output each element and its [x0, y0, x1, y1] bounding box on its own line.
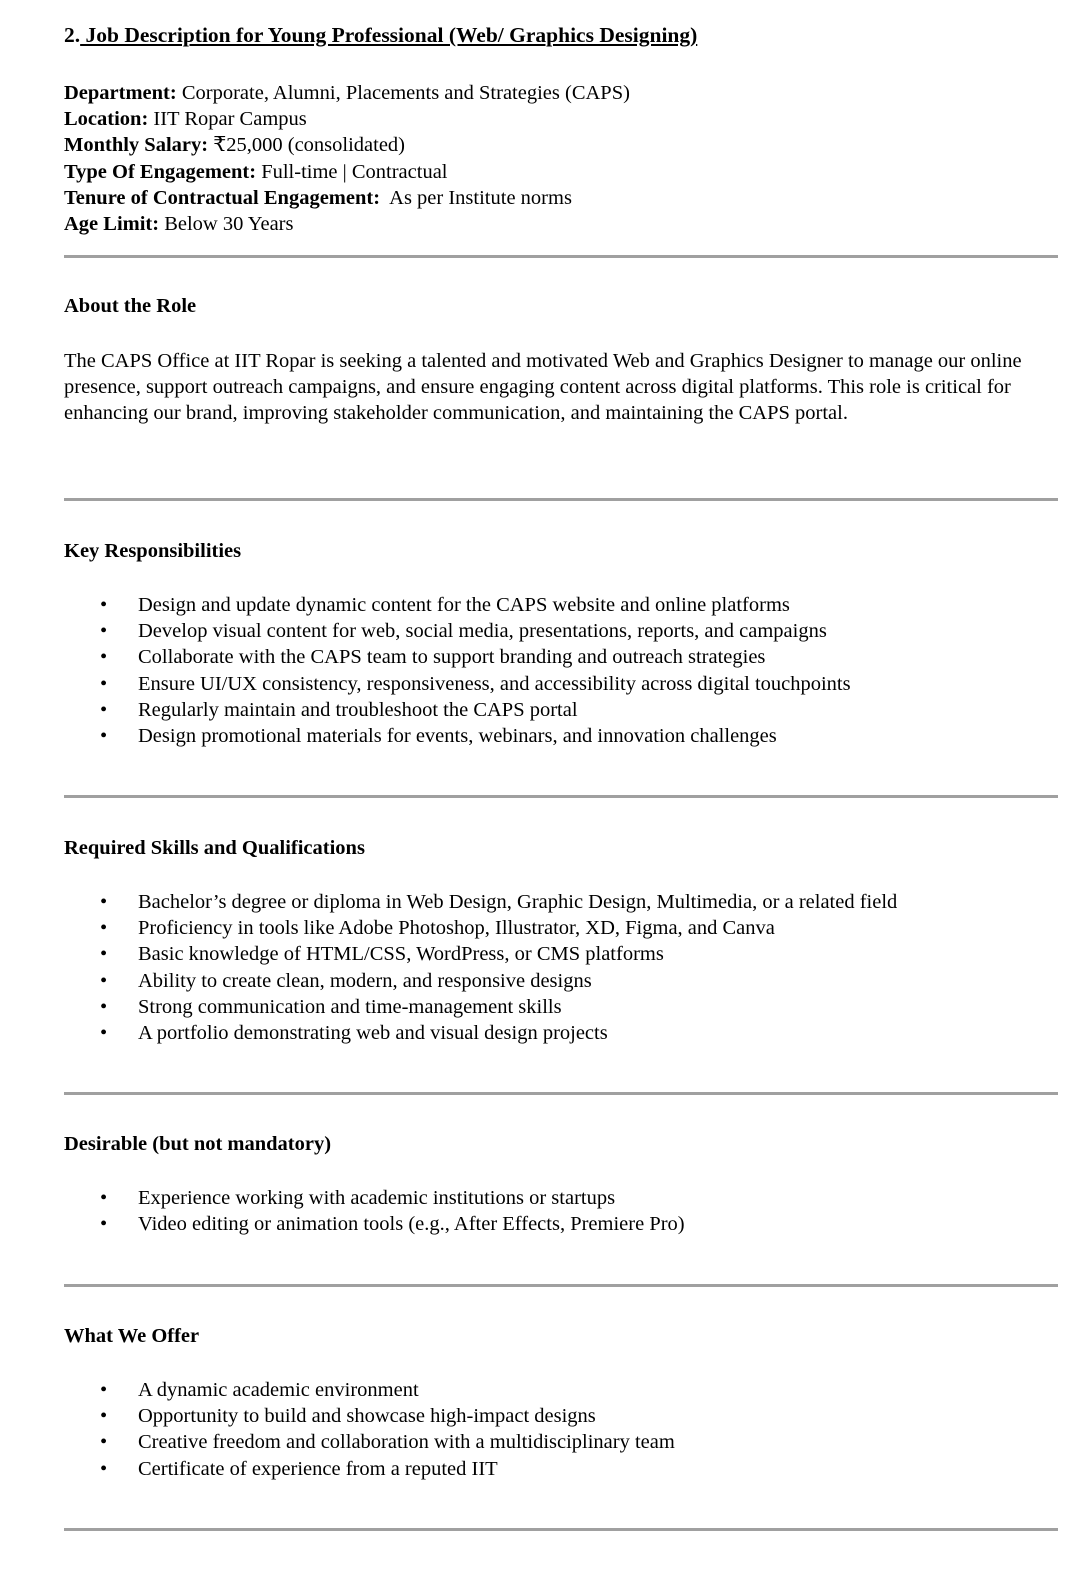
bullet-icon: • [100, 594, 108, 616]
responsibilities-list [64, 592, 851, 749]
bullet-icon: • [100, 672, 108, 695]
about-paragraph: The CAPS Office at IIT Ropar is seeking a talented and motivated Web and Graphics Designer to manage our online presence, support outreach campaigns, and ensure engaging content across digital platforms. This role is critical for enhancing our brand, improving stakeholder communication, and maintaining the CAPS portal. [64, 350, 1022, 425]
meta-value: As per Institute norms [380, 186, 572, 209]
meta-label: Age Limit: [64, 213, 160, 236]
meta-label: Tenure of Contractual Engagement: [64, 186, 381, 209]
meta-value: IIT Ropar Campus [148, 108, 307, 131]
bullet-icon: • [100, 1187, 108, 1209]
meta-value: ₹25,000 (consolidated) [208, 134, 406, 157]
divider [64, 1092, 1058, 1095]
meta-location [64, 106, 630, 132]
list-item: • Develop visual content for web, social media, presentations, reports, and campaigns [64, 618, 851, 644]
meta-value: Full-time | Contractual [256, 160, 448, 183]
list-item: • Strong communication and time-management skills [64, 994, 897, 1020]
list-item: • Design promotional materials for events, webinars, and innovation challenges [64, 723, 851, 749]
list-item: • Collaborate with the CAPS team to support branding and outreach strategies [64, 644, 851, 670]
bullet-icon: • [100, 969, 108, 992]
bullet-icon: • [100, 620, 108, 643]
divider [64, 498, 1058, 501]
bullet-icon: • [100, 1405, 108, 1428]
meta-engagement-type [64, 159, 630, 185]
section-heading-skills: Required Skills and Qualifications [64, 837, 365, 859]
bullet-icon: • [100, 891, 108, 913]
section-heading-desirable: Desirable (but not mandatory) [64, 1133, 332, 1155]
title-number: 2. [64, 23, 81, 47]
meta-value: Corporate, Alumni, Placements and Strategies (CAPS) [176, 82, 630, 104]
divider [64, 255, 1058, 258]
bullet-icon: • [100, 1431, 108, 1454]
bullet-icon: • [100, 943, 108, 966]
bullet-icon: • [100, 1457, 108, 1480]
list-item: • Regularly maintain and troubleshoot the CAPS portal [64, 697, 851, 723]
list-item: • Video editing or animation tools (e.g., After Effects, Premiere Pro) [64, 1211, 685, 1237]
offer-list [64, 1377, 675, 1482]
job-meta [64, 80, 630, 237]
bullet-icon: • [100, 917, 108, 940]
title-text: Job Description for Young Professional (Web/ Graphics Designing) [80, 23, 698, 47]
list-item: • Ensure UI/UX consistency, responsiveness, and accessibility across digital touchpoints [64, 671, 851, 697]
divider [64, 1284, 1058, 1287]
list-item: • Ability to create clean, modern, and responsive designs [64, 968, 897, 994]
meta-age-limit [64, 211, 630, 237]
bullet-icon: • [100, 1213, 108, 1236]
divider [64, 795, 1058, 798]
bullet-icon: • [100, 725, 108, 748]
list-item: • A portfolio demonstrating web and visual design projects [64, 1020, 897, 1046]
list-item: • Creative freedom and collaboration with a multidisciplinary team [64, 1429, 675, 1455]
list-item: • Certificate of experience from a reputed IIT [64, 1456, 675, 1482]
desirable-list [64, 1185, 685, 1237]
divider [64, 1528, 1058, 1531]
bullet-icon: • [100, 646, 108, 669]
page-title [64, 22, 697, 48]
meta-salary [64, 132, 630, 158]
bullet-icon: • [100, 698, 108, 721]
meta-tenure [64, 185, 630, 211]
meta-label: Monthly Salary: [64, 134, 209, 157]
meta-department [64, 80, 630, 106]
list-item: • A dynamic academic environment [64, 1377, 675, 1403]
list-item: • Opportunity to build and showcase high-impact designs [64, 1403, 675, 1429]
list-item: • Proficiency in tools like Adobe Photoshop, Illustrator, XD, Figma, and Canva [64, 915, 897, 941]
meta-label: Department: [64, 82, 177, 104]
section-heading-about: About the Role [64, 295, 197, 317]
section-heading-offer: What We Offer [64, 1325, 200, 1347]
skills-list [64, 889, 897, 1046]
list-item: • Bachelor’s degree or diploma in Web Design, Graphic Design, Multimedia, or a related field [64, 889, 897, 915]
bullet-icon: • [100, 995, 108, 1018]
bullet-icon: • [100, 1379, 108, 1401]
meta-value: Below 30 Years [159, 213, 294, 236]
list-item: • Experience working with academic institutions or startups [64, 1185, 685, 1211]
meta-label: Location: [64, 108, 149, 131]
list-item: • Design and update dynamic content for the CAPS website and online platforms [64, 592, 851, 618]
bullet-icon: • [100, 1022, 108, 1045]
section-heading-responsibilities: Key Responsibilities [64, 540, 242, 562]
meta-label: Type Of Engagement: [64, 160, 257, 183]
list-item: • Basic knowledge of HTML/CSS, WordPress, or CMS platforms [64, 941, 897, 967]
